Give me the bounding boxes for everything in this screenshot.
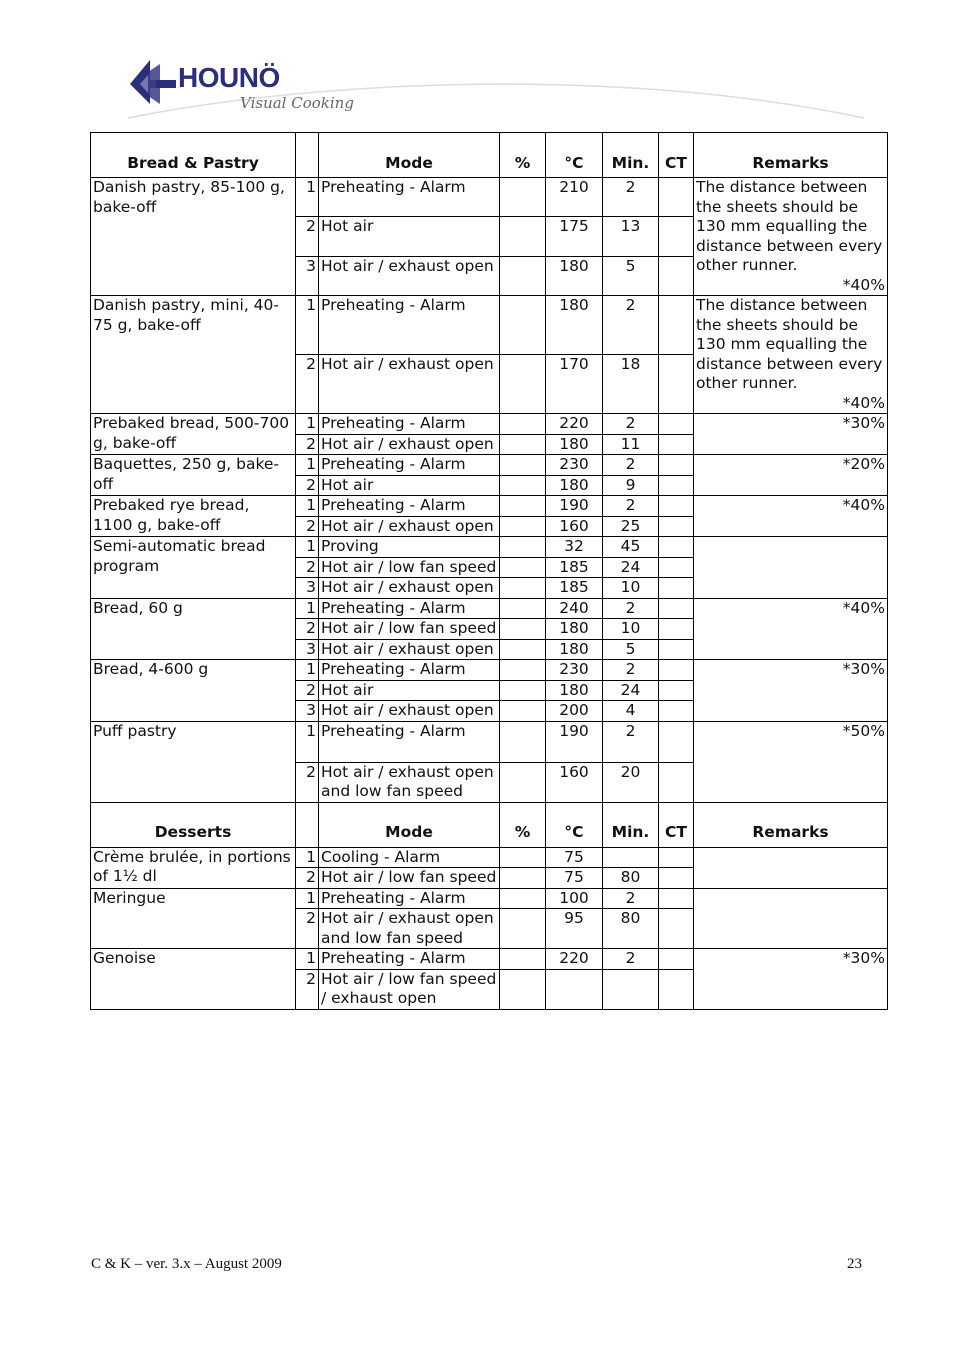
step-mode: Hot air / exhaust open [319,256,500,295]
recipe-step-row [91,537,888,558]
step-number: 2 [296,557,319,578]
step-ct [659,909,694,949]
step-ct [659,762,694,802]
step-mode: Hot air / exhaust open [319,434,500,455]
step-mode: Hot air / exhaust open [319,516,500,537]
step-percent [500,537,546,558]
step-mode: Cooling - Alarm [319,847,500,868]
header-product: Bread & Pastry [91,133,296,178]
step-temperature: 75 [546,868,603,889]
step-minutes [603,969,659,1009]
step-mode: Preheating - Alarm [319,660,500,681]
step-ct [659,537,694,558]
step-ct [659,680,694,701]
step-number: 2 [296,969,319,1009]
step-minutes: 5 [603,256,659,295]
step-ct [659,434,694,455]
step-percent [500,888,546,909]
remarks-percent: *50% [842,721,885,740]
step-mode: Hot air / low fan speed [319,619,500,640]
step-ct [659,701,694,722]
step-temperature: 75 [546,847,603,868]
step-percent [500,455,546,476]
step-temperature: 190 [546,721,603,762]
recipe-step-row [91,598,888,619]
header-mode: Mode [319,802,500,847]
step-mode: Preheating - Alarm [319,178,500,217]
step-ct [659,557,694,578]
remarks-cell [694,414,888,455]
header-blank [296,133,319,178]
step-temperature: 230 [546,455,603,476]
step-mode: Preheating - Alarm [319,888,500,909]
step-temperature: 185 [546,557,603,578]
step-percent [500,721,546,762]
remarks-percent: *40% [842,393,885,412]
step-number: 1 [296,660,319,681]
header-remarks: Remarks [694,133,888,178]
step-temperature: 185 [546,578,603,599]
step-minutes: 24 [603,557,659,578]
step-temperature: 32 [546,537,603,558]
step-temperature: 200 [546,701,603,722]
step-minutes: 9 [603,475,659,496]
step-number: 2 [296,909,319,949]
header-product: Desserts [91,802,296,847]
step-mode: Proving [319,537,500,558]
step-percent [500,496,546,517]
step-minutes: 2 [603,888,659,909]
step-ct [659,598,694,619]
step-ct [659,639,694,660]
step-mode: Preheating - Alarm [319,296,500,355]
step-minutes: 2 [603,178,659,217]
step-number: 2 [296,217,319,256]
step-temperature: 180 [546,256,603,295]
remarks-cell [694,847,888,888]
recipe-step-row [91,455,888,476]
recipe-table [90,132,888,1010]
step-number: 2 [296,355,319,414]
header-pct: % [500,802,546,847]
step-minutes: 80 [603,868,659,889]
product-name: Bread, 4-600 g [91,660,296,722]
header-ct: CT [659,133,694,178]
step-minutes: 4 [603,701,659,722]
step-minutes: 25 [603,516,659,537]
step-ct [659,496,694,517]
step-minutes: 2 [603,455,659,476]
remarks-percent: *30% [842,949,885,967]
step-number: 2 [296,619,319,640]
step-minutes: 5 [603,639,659,660]
header-blank [296,802,319,847]
step-number: 1 [296,178,319,217]
recipe-table-body [91,133,888,1010]
product-name: Puff pastry [91,721,296,802]
step-percent [500,639,546,660]
step-minutes: 10 [603,619,659,640]
step-percent [500,680,546,701]
step-number: 1 [296,296,319,355]
remarks-cell [694,178,888,296]
step-ct [659,217,694,256]
step-percent [500,847,546,868]
step-mode: Hot air / exhaust open [319,701,500,722]
step-temperature: 230 [546,660,603,681]
step-ct [659,455,694,476]
remarks-cell [694,888,888,949]
recipe-step-row [91,178,888,217]
step-mode: Preheating - Alarm [319,949,500,970]
recipe-step-row [91,847,888,868]
step-temperature: 240 [546,598,603,619]
step-temperature: 180 [546,434,603,455]
step-percent [500,256,546,295]
step-number: 3 [296,701,319,722]
step-temperature [546,969,603,1009]
step-temperature: 175 [546,217,603,256]
product-name: Crème brulée, in portions of 1½ dl [91,847,296,888]
step-percent [500,414,546,435]
step-percent [500,296,546,355]
remarks-percent: *40% [842,598,885,617]
step-mode: Preheating - Alarm [319,598,500,619]
header-remarks: Remarks [694,802,888,847]
step-number: 1 [296,888,319,909]
step-percent [500,949,546,970]
step-temperature: 220 [546,414,603,435]
remarks-cell [694,537,888,599]
header-temp: °C [546,133,603,178]
step-minutes: 80 [603,909,659,949]
step-temperature: 170 [546,355,603,414]
step-mode: Hot air / exhaust open and low fan speed [319,909,500,949]
product-name: Semi-automatic bread program [91,537,296,599]
step-temperature: 160 [546,762,603,802]
step-minutes: 11 [603,434,659,455]
step-number: 2 [296,434,319,455]
section-header-row [91,133,888,178]
section-header-row [91,802,888,847]
step-percent [500,660,546,681]
step-temperature: 95 [546,909,603,949]
product-name: Prebaked bread, 500-700 g, bake-off [91,414,296,455]
product-name: Danish pastry, mini, 40-75 g, bake-off [91,296,296,414]
step-minutes: 2 [603,296,659,355]
product-name: Prebaked rye bread, 1100 g, bake-off [91,496,296,537]
step-ct [659,516,694,537]
step-ct [659,847,694,868]
step-mode: Hot air / exhaust open [319,639,500,660]
step-number: 2 [296,762,319,802]
product-name: Meringue [91,888,296,949]
remarks-text: The distance between the sheets should be 130 mm equalling the distance between every other runner. [696,296,883,392]
step-percent [500,557,546,578]
step-minutes: 2 [603,414,659,435]
remarks-percent: *40% [842,275,885,294]
remarks-percent: *40% [842,496,885,514]
step-ct [659,475,694,496]
recipe-step-row [91,949,888,970]
step-mode: Hot air [319,217,500,256]
step-minutes [603,847,659,868]
footer-version: C & K – ver. 3.x – August 2009 [91,1256,282,1272]
step-temperature: 190 [546,496,603,517]
step-number: 2 [296,516,319,537]
step-percent [500,909,546,949]
step-ct [659,178,694,217]
step-mode: Hot air / low fan speed [319,557,500,578]
product-name: Bread, 60 g [91,598,296,660]
step-temperature: 180 [546,680,603,701]
step-percent [500,619,546,640]
step-percent [500,355,546,414]
step-minutes: 2 [603,598,659,619]
step-temperature: 180 [546,619,603,640]
footer-page-number: 23 [847,1256,862,1272]
header-mode: Mode [319,133,500,178]
step-minutes: 2 [603,949,659,970]
step-ct [659,660,694,681]
header-min: Min. [603,133,659,178]
step-number: 1 [296,949,319,970]
step-mode: Preheating - Alarm [319,414,500,435]
product-name: Danish pastry, 85-100 g, bake-off [91,178,296,296]
step-ct [659,888,694,909]
step-ct [659,578,694,599]
step-percent [500,475,546,496]
product-name: Genoise [91,949,296,1010]
step-temperature: 220 [546,949,603,970]
step-mode: Hot air [319,680,500,701]
step-temperature: 180 [546,475,603,496]
step-number: 3 [296,578,319,599]
recipe-step-row [91,296,888,355]
step-number: 3 [296,256,319,295]
step-number: 1 [296,455,319,476]
remarks-percent: *30% [842,414,885,432]
step-percent [500,217,546,256]
step-ct [659,256,694,295]
header-ct: CT [659,802,694,847]
step-percent [500,762,546,802]
step-mode: Hot air / exhaust open and low fan speed [319,762,500,802]
step-number: 2 [296,475,319,496]
recipe-step-row [91,888,888,909]
step-number: 1 [296,537,319,558]
header-pct: % [500,133,546,178]
remarks-cell [694,496,888,537]
step-percent [500,868,546,889]
header-min: Min. [603,802,659,847]
remarks-percent: *30% [842,660,885,678]
step-percent [500,516,546,537]
remarks-cell [694,598,888,660]
header-temp: °C [546,802,603,847]
step-ct [659,619,694,640]
step-percent [500,434,546,455]
step-ct [659,969,694,1009]
step-minutes: 18 [603,355,659,414]
remarks-percent: *20% [842,455,885,473]
step-number: 1 [296,847,319,868]
step-number: 1 [296,496,319,517]
step-ct [659,868,694,889]
step-minutes: 2 [603,660,659,681]
step-ct [659,721,694,762]
step-temperature: 180 [546,639,603,660]
step-ct [659,355,694,414]
step-temperature: 100 [546,888,603,909]
step-number: 3 [296,639,319,660]
step-ct [659,414,694,435]
step-minutes: 13 [603,217,659,256]
step-number: 2 [296,680,319,701]
brand-name: HOUNÖ [178,62,280,93]
step-minutes: 2 [603,721,659,762]
remarks-cell [694,949,888,1010]
step-mode: Preheating - Alarm [319,496,500,517]
step-percent [500,969,546,1009]
step-mode: Hot air / exhaust open [319,355,500,414]
step-mode: Preheating - Alarm [319,455,500,476]
step-number: 1 [296,598,319,619]
brand-logo [128,58,868,122]
step-temperature: 160 [546,516,603,537]
recipe-step-row [91,660,888,681]
step-minutes: 45 [603,537,659,558]
recipe-step-row [91,496,888,517]
step-mode: Hot air / low fan speed / exhaust open [319,969,500,1009]
remarks-cell [694,660,888,722]
step-ct [659,949,694,970]
step-temperature: 210 [546,178,603,217]
step-percent [500,578,546,599]
step-percent [500,598,546,619]
step-percent [500,178,546,217]
step-minutes: 10 [603,578,659,599]
recipe-step-row [91,414,888,435]
step-mode: Hot air / low fan speed [319,868,500,889]
remarks-cell [694,455,888,496]
step-minutes: 24 [603,680,659,701]
product-name: Baquettes, 250 g, bake-off [91,455,296,496]
step-minutes: 2 [603,496,659,517]
remarks-cell [694,721,888,802]
remarks-text: The distance between the sheets should be 130 mm equalling the distance between every other runner. [696,178,883,274]
brand-tagline: Visual Cooking [240,94,354,112]
step-mode: Hot air / exhaust open [319,578,500,599]
recipe-step-row [91,721,888,762]
step-number: 2 [296,868,319,889]
step-mode: Preheating - Alarm [319,721,500,762]
step-minutes: 20 [603,762,659,802]
step-temperature: 180 [546,296,603,355]
step-number: 1 [296,721,319,762]
step-percent [500,701,546,722]
step-mode: Hot air [319,475,500,496]
step-number: 1 [296,414,319,435]
remarks-cell [694,296,888,414]
step-ct [659,296,694,355]
